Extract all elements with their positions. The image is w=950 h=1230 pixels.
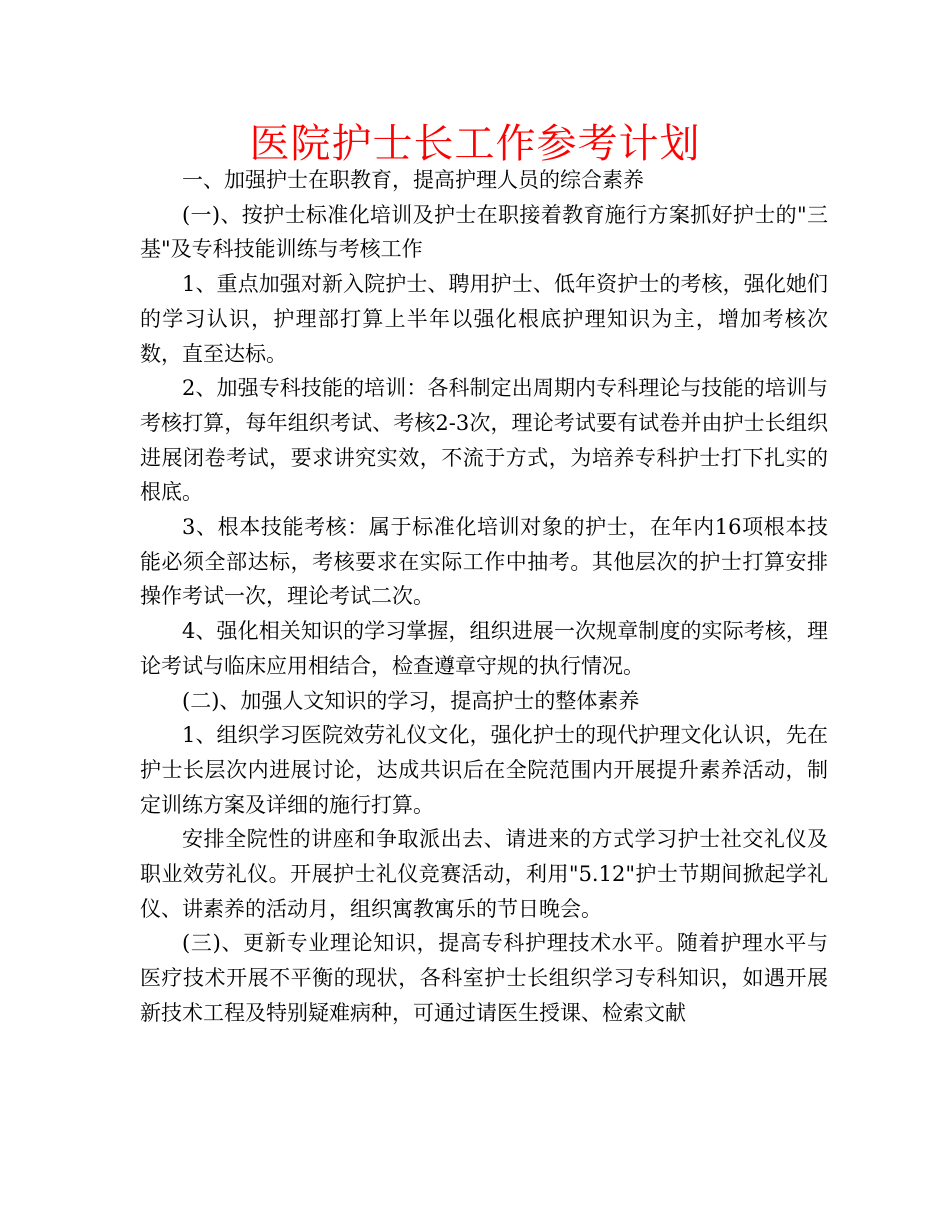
paragraph: 2、加强专科技能的培训：各科制定出周期内专科理论与技能的培训与考核打算，每年组织考试、考核2-3次，理论考试要有试卷并由护士长组织进展闭卷考试，要求讲究实效，不流于方式，为培养专科护士打下扎实的根底。 [140,376,828,505]
paragraph: 1、组织学习医院效劳礼仪文化，强化护士的现代护理文化认识，先在护士长层次内进展讨论，达成共识后在全院范围内开展提升素养活动，制定训练方案及详细的施行打算。 [140,723,828,817]
subsection-heading: (二)、加强人文知识的学习，提高护士的整体素养 [182,688,640,713]
document-title: 医院护士长工作参考计划 [249,121,701,167]
paragraph: 1、重点加强对新入院护士、聘用护士、低年资护士的考核，强化她们的学习认识，护理部打算上半年以强化根底护理知识为主，增加考核次数，直至达标。 [140,272,828,366]
document-body [140,163,828,1031]
section-heading: 一、加强护士在职教育，提高护理人员的综合素养 [182,168,644,192]
paragraph: 4、强化相关知识的学习掌握，组织进展一次规章制度的实际考核，理论考试与临床应用相结合，检查遵章守规的执行情况。 [140,619,828,678]
paragraph: (三)、更新专业理论知识，提高专科护理技术水平。随着护理水平与医疗技术开展不平衡的现状，各科室护士长组织学习专科知识，如遇开展新技术工程及特别疑难病种，可通过请医生授课、检索文献 [140,931,828,1025]
paragraph: 3、根本技能考核：属于标准化培训对象的护士，在年内16项根本技能必须全部达标，考核要求在实际工作中抽考。其他层次的护士打算安排操作考试一次，理论考试二次。 [140,515,828,609]
subsection-heading: (一)、按护士标准化培训及护士在职接着教育施行方案抓好护士的"三基"及专科技能训练与考核工作 [140,202,828,262]
paragraph: 安排全院性的讲座和争取派出去、请进来的方式学习护士社交礼仪及职业效劳礼仪。开展护士礼仪竞赛活动，利用"5.12"护士节期间掀起学礼仪、讲素养的活动月，组织寓教寓乐的节日晚会。 [140,827,828,921]
